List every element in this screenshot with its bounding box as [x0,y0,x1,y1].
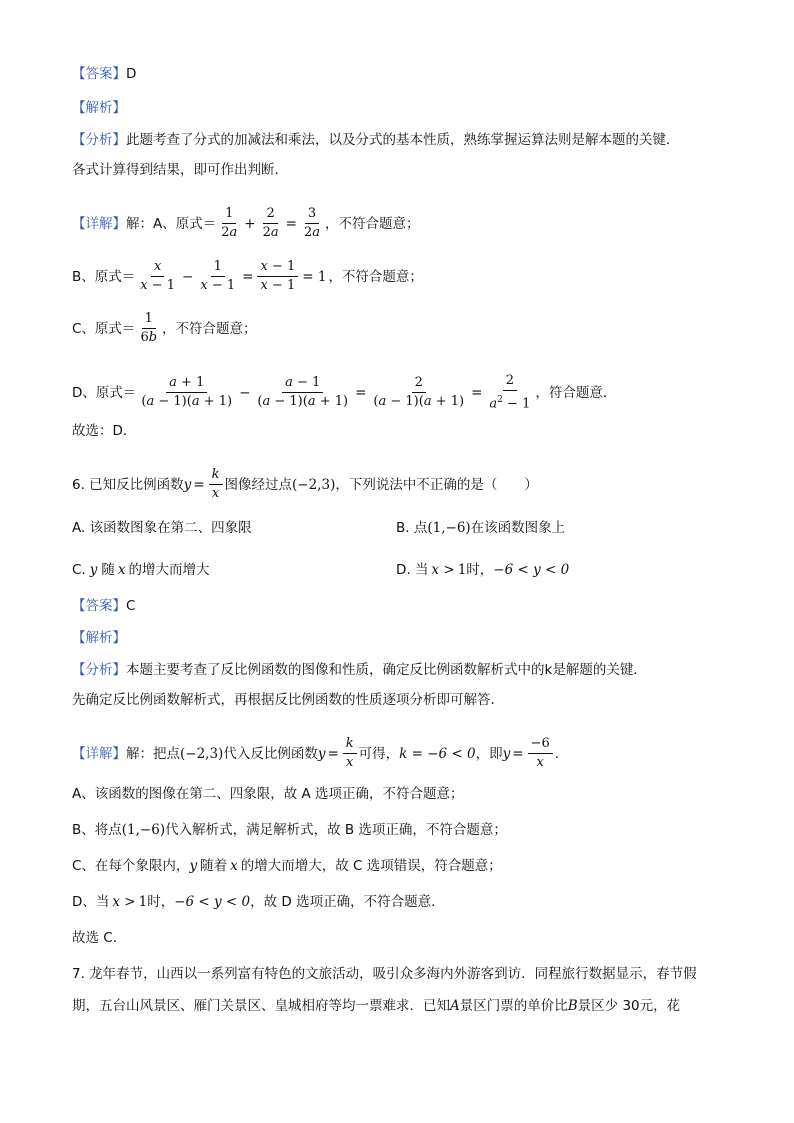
option-d: D. 当 x > 1 时， −6 < y < 0 [396,562,570,578]
stem-mid: 图像经过点 [224,476,293,493]
formula-prefix: C、原式＝ [72,320,136,337]
detail-text: B、将点 [72,822,122,838]
scenic-a: A [450,998,460,1014]
scenic-b: B [567,998,578,1014]
detail-text: 随着 [200,858,228,874]
detail-text: 代入反比例函数 [223,745,318,762]
detail-text: C、在每个象限内， [72,858,190,874]
question-text: 景区少 30元，花 [577,998,681,1014]
xiangjie-6-main: 【详解】 解：把点 (−2,3) 代入反比例函数 y = $\frac{k}{x}$ 可得， k = −6 < 0 ，即 y = $\frac{-6}{x}$ ． [72,736,569,770]
answer-5-line [72,64,136,84]
option-c-prefix: C. [72,562,86,578]
option-a [72,518,252,538]
option-b-suffix: 在该函数图象上 [470,520,566,536]
detail-text: 代入解析式，满足解析式，故 B 选项正确，不符合题意； [165,822,507,838]
fraction: $\frac{2}{(a - 1)(a + 1)}$ [373,375,465,410]
xiangjie-6-a [72,784,464,804]
detail-text: A、该函数的图像在第二、四象限，故 A 选项正确，不符合题意； [72,786,464,802]
formula-suffix: ，不符合题意； [162,320,257,337]
detail-text: 时， [147,894,175,910]
question-7-line1 [72,964,697,984]
analysis-6-line [72,628,126,648]
option-d-mid: 时， [466,562,494,578]
fenxi-text: 本题主要考查了反比例函数的图像和性质，确定反比例函数解析式中的k是解题的关键． [126,662,647,678]
detail-text: 的增大而增大，故 C 选项错误，符合题意； [240,858,502,874]
choose-text: 故选 C． [72,930,127,946]
detail-text: 可得， [358,745,400,762]
option-c: C. y 随 x 的增大而增大 [72,562,210,578]
fraction: $\frac{1}{2a}$ [221,206,238,240]
formula-prefix: B、原式＝ [72,268,136,285]
fenxi-text: 各式计算得到结果，即可作出判断． [72,162,288,178]
detail-text: D、当 [72,894,110,910]
formula-suffix: ，符合题意． [535,384,617,401]
detail-text: 解：把点 [126,745,180,762]
formula-suffix: ，不符合题意； [325,215,420,232]
option-c-mid: 随 [101,562,115,578]
detail-text: ，即 [475,745,503,762]
option-b-prefix: B. 点 [396,520,428,536]
analysis-label: 【解析】 [72,100,126,116]
fraction: $\frac{a - 1}{(a - 1)(a + 1)}$ [257,375,349,410]
xiangjie-5-d: D、原式＝ $\frac{a + 1}{(a - 1)(a + 1)}$ − $\frac{a - 1}{(a - 1)(a + 1)}$ = $\frac{2}{(a - 1)(a + 1)}$ = $\frac{2}{a^2 - 1}$ ，符合题意． [72,373,617,412]
formula-prefix: 解：A、原式＝ [126,215,217,232]
choose-5 [72,421,136,441]
xiangjie-6-c: C、在每个象限内， y 随着 x 的增大而增大，故 C 选项错误，符合题意； [72,858,502,874]
stem-prefix: 6. 已知反比例函数 [72,476,184,493]
stem-suffix: ，下列说法中不正确的是（ ） [335,476,538,493]
answer-label: 【答案】 [72,598,126,614]
fenxi-text: 此题考查了分式的加减法和乘法，以及分式的基本性质，熟练掌握运算法则是解本题的关键． [126,132,680,148]
option-b [396,518,565,538]
option-b-point: (1,−6) [427,520,471,536]
question-text: 7. 龙年春节，山西以一系列富有特色的文旅活动，吸引众多海内外游客到访．同程旅行数据显示，春节假 [72,966,697,982]
fraction: $\frac{2}{2a}$ [262,206,279,240]
formula-suffix: ，不符合题意； [328,268,423,285]
choose-6 [72,928,126,948]
xiangjie-label: 【详解】 [72,745,126,762]
answer-label: 【答案】 [72,66,126,82]
fraction: $\frac{1}{x - 1}$ [200,259,236,293]
fraction: $\frac{1}{6b}$ [140,311,158,345]
point-value: (−2,3) [292,476,336,493]
analysis-5-line [72,98,126,118]
k-value: k = −6 < 0 [399,745,476,762]
fraction: $\frac{k}{x}$ [343,736,357,771]
option-a-text: A. 该函数图象在第二、四象限 [72,520,252,536]
xiangjie-6-d: D、当 x > 1 时， −6 < y < 0 ，故 D 选项正确，不符合题意． [72,894,445,910]
fraction: $\frac{-6}{x}$ [528,736,553,771]
option-c-suffix: 的增大而增大 [128,562,210,578]
analysis-label: 【解析】 [72,630,126,646]
fraction: $\frac{2}{a^2 - 1}$ [489,373,531,412]
fenxi-label: 【分析】 [72,132,126,148]
fenxi-label: 【分析】 [72,662,126,678]
option-d-ineq: −6 < y < 0 [493,562,570,578]
fenxi-6-line1 [72,660,647,680]
answer-value: D [126,66,137,82]
question-6-stem: 6. 已知反比例函数 y = $\frac{k}{x}$ 图像经过点 (−2,3) ，下列说法中不正确的是（ ） [72,467,538,501]
question-text: 景区门票的单价比 [459,998,568,1014]
fenxi-text: 先确定反比例函数解析式，再根据反比例函数的性质逐项分析即可解答． [72,692,504,708]
xiangjie-label: 【详解】 [72,215,126,232]
detail-text: ． [554,745,569,762]
xiangjie-5-b: B、原式＝ $\frac{x}{x - 1}$ − $\frac{1}{x - 1}$ = $\frac{x - 1}{x - 1}$ = 1 ，不符合题意； [72,259,423,293]
choose-text: 故选：D． [72,423,137,439]
fraction: $\frac{x - 1}{x - 1}$ [257,259,298,294]
xiangjie-5-c [72,311,257,346]
option-d-prefix: D. 当 [396,562,429,578]
fenxi-5-line1 [72,130,680,150]
fraction: $\frac{k}{x}$ [209,467,223,502]
inequality: −6 < y < 0 [174,894,251,910]
detail-text: ，故 D 选项正确，不符合题意． [250,894,445,910]
question-7-line2 [72,996,680,1016]
fenxi-6-line2 [72,690,504,710]
xiangjie-5-a: 【详解】 解：A、原式＝ $\frac{1}{2a}$ + $\frac{2}{2a}$ = $\frac{3}{2a}$ ，不符合题意； [72,206,420,240]
xiangjie-6-b: B、将点 (1,−6) 代入解析式，满足解析式，故 B 选项正确，不符合题意； [72,822,507,838]
fraction: $\frac{a + 1}{(a - 1)(a + 1)}$ [141,375,233,410]
question-text: 期，五台山风景区、雁门关景区、皇城相府等均一票难求．已知 [72,998,450,1014]
answer-6-line [72,596,135,616]
fraction: $\frac{3}{2a}$ [303,206,321,240]
fraction: $\frac{x}{x - 1}$ [140,259,176,293]
answer-value: C [126,598,136,614]
formula-prefix: D、原式＝ [72,384,137,401]
fenxi-5-line2 [72,160,288,180]
